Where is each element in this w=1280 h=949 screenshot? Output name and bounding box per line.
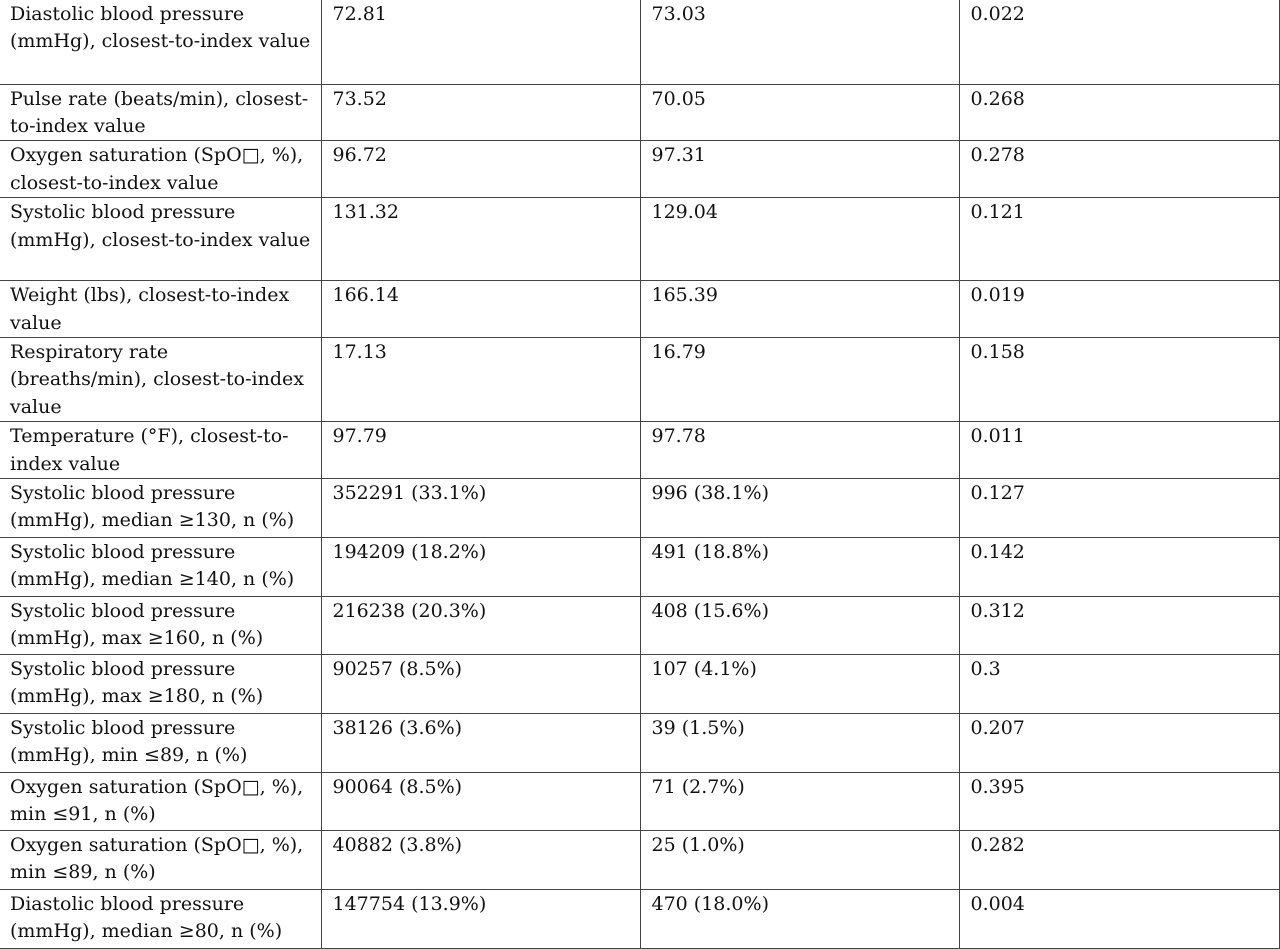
cohort-a-value-cell: 96.72: [321, 141, 640, 198]
table-row: [0, 889, 1279, 948]
table-row: [0, 84, 1279, 141]
cohort-b-value-cell: 97.31: [640, 141, 959, 198]
cohort-b-value-cell: 470 (18.0%): [640, 889, 959, 948]
row-label-cell: Systolic blood pressure (mmHg), median ≥140, n (%): [0, 537, 321, 596]
table-row: [0, 478, 1279, 537]
difference-value-cell: 0.004: [959, 889, 1279, 948]
cohort-b-value-cell: 71 (2.7%): [640, 772, 959, 830]
table-row: [0, 198, 1279, 281]
table-row: [0, 537, 1279, 596]
difference-value-cell: 0.3: [959, 654, 1279, 713]
row-label-cell: Systolic blood pressure (mmHg), max ≥160, n (%): [0, 596, 321, 654]
row-label-cell: Systolic blood pressure (mmHg), closest-to-index value: [0, 198, 321, 281]
cohort-a-value-cell: 97.79: [321, 422, 640, 479]
cohort-a-value-cell: 72.81: [321, 0, 640, 84]
row-label-cell: Respiratory rate (breaths/min), closest-to-index value: [0, 337, 321, 421]
row-label-cell: Oxygen saturation (SpO□, %), min ≤89, n (%): [0, 830, 321, 889]
row-label-cell: Diastolic blood pressure (mmHg), closest-to-index value: [0, 0, 321, 84]
difference-value-cell: 0.207: [959, 713, 1279, 772]
table-row: [0, 141, 1279, 198]
cohort-a-value-cell: 147754 (13.9%): [321, 889, 640, 948]
row-label-cell: Diastolic blood pressure (mmHg), median ≥80, n (%): [0, 889, 321, 948]
difference-value-cell: 0.312: [959, 596, 1279, 654]
cohort-a-value-cell: 352291 (33.1%): [321, 478, 640, 537]
table-row: [0, 654, 1279, 713]
cohort-a-value-cell: 90064 (8.5%): [321, 772, 640, 830]
table-row: [0, 0, 1279, 84]
difference-value-cell: 0.395: [959, 772, 1279, 830]
table-row: [0, 830, 1279, 889]
cohort-a-value-cell: 73.52: [321, 84, 640, 141]
cohort-a-value-cell: 90257 (8.5%): [321, 654, 640, 713]
table-row: [0, 422, 1279, 479]
cohort-b-value-cell: 73.03: [640, 0, 959, 84]
cohort-b-value-cell: 25 (1.0%): [640, 830, 959, 889]
difference-value-cell: 0.158: [959, 337, 1279, 421]
cohort-b-value-cell: 996 (38.1%): [640, 478, 959, 537]
row-label-cell: Systolic blood pressure (mmHg), min ≤89, n (%): [0, 713, 321, 772]
cohort-a-value-cell: 17.13: [321, 337, 640, 421]
cohort-b-value-cell: 97.78: [640, 422, 959, 479]
difference-value-cell: 0.022: [959, 0, 1279, 84]
cohort-a-value-cell: 194209 (18.2%): [321, 537, 640, 596]
row-label-cell: Weight (lbs), closest-to-index value: [0, 281, 321, 338]
cohort-a-value-cell: 166.14: [321, 281, 640, 338]
cohort-b-value-cell: 70.05: [640, 84, 959, 141]
table-row: [0, 596, 1279, 654]
difference-value-cell: 0.127: [959, 478, 1279, 537]
difference-value-cell: 0.121: [959, 198, 1279, 281]
difference-value-cell: 0.268: [959, 84, 1279, 141]
cohort-a-value-cell: 38126 (3.6%): [321, 713, 640, 772]
row-label-cell: Systolic blood pressure (mmHg), median ≥130, n (%): [0, 478, 321, 537]
cohort-b-value-cell: 16.79: [640, 337, 959, 421]
difference-value-cell: 0.278: [959, 141, 1279, 198]
cohort-a-value-cell: 131.32: [321, 198, 640, 281]
cohort-b-value-cell: 165.39: [640, 281, 959, 338]
table-row: [0, 772, 1279, 830]
row-label-cell: Systolic blood pressure (mmHg), max ≥180, n (%): [0, 654, 321, 713]
cohort-b-value-cell: 491 (18.8%): [640, 537, 959, 596]
cohort-b-value-cell: 129.04: [640, 198, 959, 281]
difference-value-cell: 0.011: [959, 422, 1279, 479]
difference-value-cell: 0.142: [959, 537, 1279, 596]
table-row: [0, 281, 1279, 338]
row-label-cell: Temperature (°F), closest-to-index value: [0, 422, 321, 479]
difference-value-cell: 0.019: [959, 281, 1279, 338]
difference-value-cell: 0.282: [959, 830, 1279, 889]
cohort-b-value-cell: 107 (4.1%): [640, 654, 959, 713]
table-row: [0, 713, 1279, 772]
row-label-cell: Oxygen saturation (SpO□, %), closest-to-index value: [0, 141, 321, 198]
row-label-cell: Oxygen saturation (SpO□, %), min ≤91, n (%): [0, 772, 321, 830]
cohort-a-value-cell: 216238 (20.3%): [321, 596, 640, 654]
row-label-cell: Pulse rate (beats/min), closest-to-index value: [0, 84, 321, 141]
cohort-a-value-cell: 40882 (3.8%): [321, 830, 640, 889]
cohort-b-value-cell: 39 (1.5%): [640, 713, 959, 772]
table-row: [0, 337, 1279, 421]
cohort-b-value-cell: 408 (15.6%): [640, 596, 959, 654]
